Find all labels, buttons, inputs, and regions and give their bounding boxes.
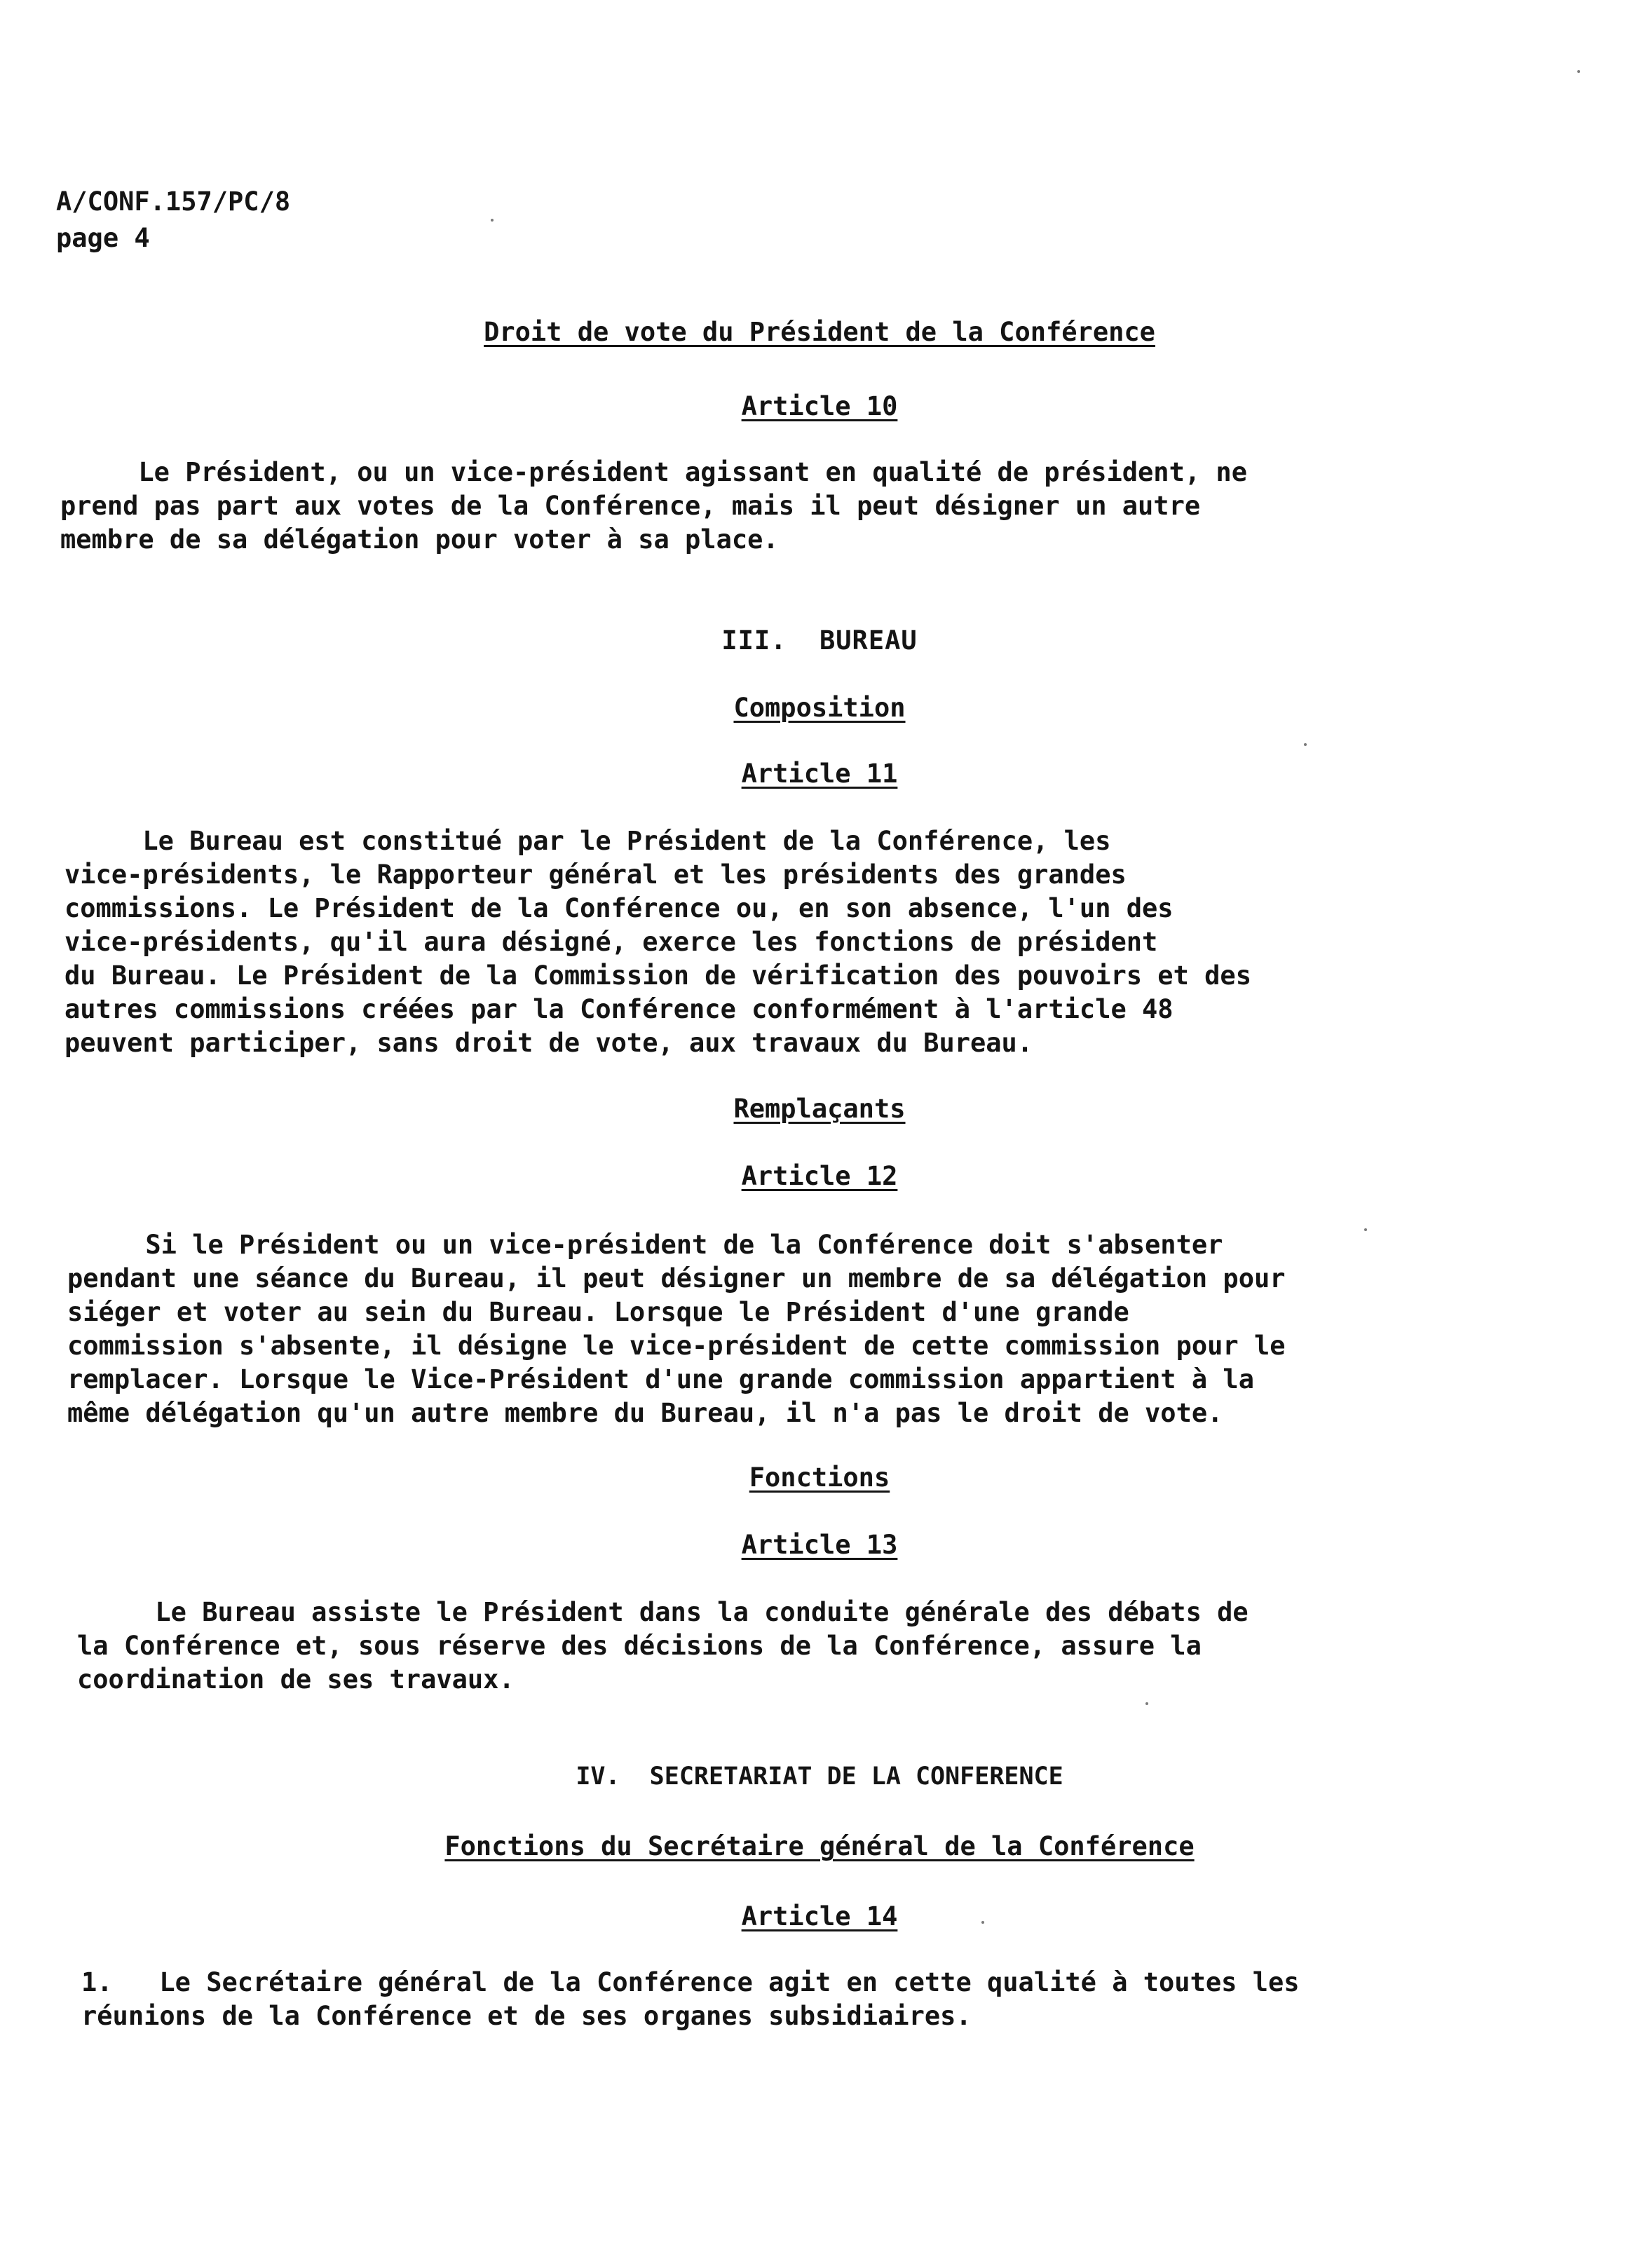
scan-speck bbox=[1364, 1228, 1367, 1231]
article-12-text: Si le Président ou un vice-président de la Conférence doit s'absenter pendant une séance du Bureau, il peut désigner un membre de sa délégation pour siéger et voter au sein du Bureau. Lorsque le Président d'une grande commission s'absente, il désigne le vice-président de cette commission pour le remplacer. Lorsque le Vice-Président d'une grande commission appartient à la même délégation qu'un autre membre du Bureau, il n'a pas le droit de vote. bbox=[67, 1230, 1286, 1428]
chapter-iv-heading: IV. SECRETARIAT DE LA CONFERENCE bbox=[576, 1763, 1063, 1791]
scan-speck bbox=[981, 1921, 984, 1924]
scan-speck bbox=[491, 219, 494, 222]
article-14-heading: Article 14 bbox=[741, 1901, 898, 1931]
remplacants-heading: Remplaçants bbox=[733, 1094, 906, 1124]
scan-speck bbox=[1304, 743, 1307, 746]
page-number: page 4 bbox=[56, 223, 150, 253]
composition-heading: Composition bbox=[733, 693, 906, 723]
fonctions-heading: Fonctions bbox=[749, 1462, 890, 1493]
article-13-heading: Article 13 bbox=[741, 1530, 898, 1560]
scan-speck bbox=[1145, 1702, 1148, 1705]
secretary-general-heading: Fonctions du Secrétaire général de la Conférence bbox=[444, 1831, 1195, 1861]
document-symbol: A/CONF.157/PC/8 bbox=[56, 186, 291, 217]
chapter-iii-heading: III. BUREAU bbox=[721, 625, 918, 656]
article-14-text: 1. Le Secrétaire général de la Conférence agit en cette qualité à toutes les réunions de la Conférence et de ses organes subsidiaires. bbox=[81, 1967, 1300, 2031]
scan-speck bbox=[1577, 70, 1580, 73]
article-10-text: Le Président, ou un vice-président agissant en qualité de président, ne prend pas part aux votes de la Conférence, mais il peut désigner un autre membre de sa délégation pour voter à sa place. bbox=[60, 457, 1247, 555]
article-10-heading: Article 10 bbox=[741, 391, 898, 421]
article-12-heading: Article 12 bbox=[741, 1161, 898, 1191]
article-13-text: Le Bureau assiste le Président dans la conduite générale des débats de la Conférence et, sous réserve des décisions de la Conférence, assure la coordination de ses travaux. bbox=[77, 1597, 1249, 1695]
section-heading-voting-right: Droit de vote du Président de la Conférence bbox=[484, 317, 1155, 347]
article-11-text: Le Bureau est constitué par le Président de la Conférence, les vice-présidents, le Rapporteur général et les présidents des grandes commissions. Le Président de la Conférence ou, en son absence, l'un des vice-présidents, qu'il aura désigné, exerce les fonctions de président du Bureau. Le Président de la Commission de vérification des pouvoirs et des autres commissions créées par la Conférence conformément à l'article 48 peuvent participer, sans droit de vote, aux travaux du Bureau. bbox=[64, 826, 1251, 1058]
article-11-heading: Article 11 bbox=[741, 759, 898, 789]
